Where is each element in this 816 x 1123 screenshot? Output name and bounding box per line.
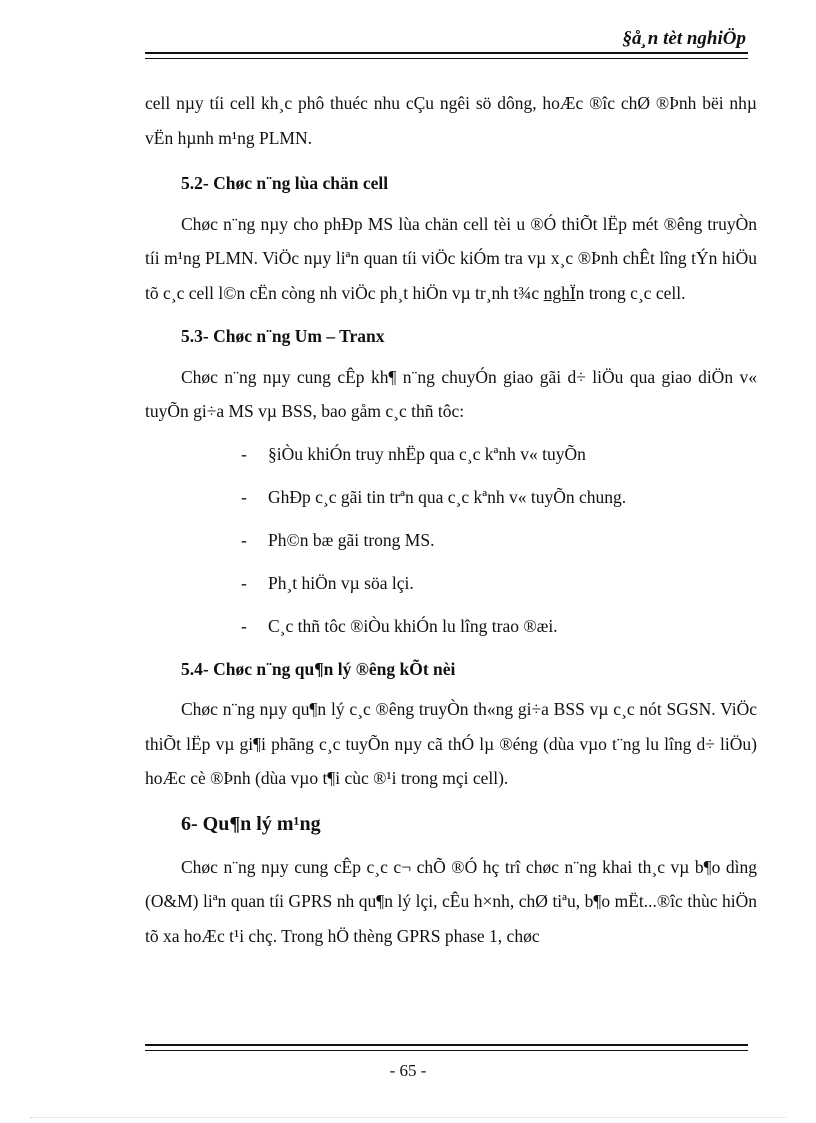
section-body-5-2-text: Chøc n¨ng nµy cho phÐp MS lùa chän cell tèi u ®Ó thiÕt lËp mét ®êng truyÒn tíi m¹ng PLMN. ViÖc nµy liªn quan tíi viÖc kiÓm tra vµ x¸c ®Þnh chÊt lîng tÝn hiÖu tõ c¸c cell l©n cËn còng nh viÖc ph¸t hiÖn vµ tr¸nh t¾c [145,213,757,303]
list-item: - C¸c thñ tôc ®iÒu khiÓn lu lîng trao ®æi. [241,605,757,648]
paragraph-continued: cell nµy tíi cell kh¸c phô thuéc nhu cÇu ngêi sö dông, hoÆc ®îc chØ ®Þnh bëi nhµ vËn hµnh m¹ng PLMN. [145,93,757,148]
list-item: - Ph©n bæ gãi trong MS. [241,519,757,562]
list-item: - Ph¸t hiÖn vµ söa lçi. [241,562,757,605]
list-item: - GhÐp c¸c gãi tin trªn qua c¸c kªnh v« tuyÕn chung. [241,476,757,519]
section-heading-5-3: 5.3- Chøc n¨ng Um – Tranx [181,326,385,346]
page-body [145,86,757,953]
running-header-title: §å¸n tèt nghiÖp [622,28,746,49]
list-item: - §iÒu khiÓn truy nhËp qua c¸c kªnh v« tuyÕn [241,433,757,476]
section-heading-5-2: 5.2- Chøc n¨ng lùa chän cell [181,173,389,193]
section-heading-6: 6- Qu¶n lý m¹ng [181,812,321,835]
section-body-6: Chøc n¨ng nµy cung cÊp c¸c c¬ chÕ ®Ó hç trî chøc n¨ng khai th¸c vµ b¶o dìng (O&M) liªn quan tíi GPRS nh qu¶n lý lçi, cÊu h×nh, chØ tiªu, b¶o mËt...®îc thùc hiÖn tõ xa hoÆc t¹i chç. Trong hÖ thèng GPRS phase 1, chøc [145,856,757,946]
section-heading-5-4: 5.4- Chøc n¨ng qu¶n lý ®êng kÕt nèi [181,658,456,679]
section-body-5-2 [145,207,757,311]
header-rule-top [145,52,748,54]
procedure-list [145,433,757,648]
footer-rule-bottom [145,1050,748,1051]
section-body-5-4: Chøc n¨ng nµy qu¶n lý c¸c ®êng truyÒn th«ng gi÷a BSS vµ c¸c nót SGSN. ViÖc thiÕt lËp vµ gi¶i phãng c¸c tuyÕn nµy cã thÓ lµ ®éng (dùa vµo t¨ng lu lîng d÷ liÖu) hoÆc cè ®Þnh (dùa vµo t¶i cùc ®¹i trong mçi cell). [145,699,757,788]
section-body-5-3: Chøc n¨ng nµy cung cÊp kh¶ n¨ng chuyÓn giao gãi d÷ liÖu qua giao diÖn v« tuyÕn gi÷a MS vµ BSS, bao gåm c¸c thñ tôc: [145,366,757,421]
header-rule-bottom [145,58,748,59]
page-edge-dotted-line [30,1117,786,1118]
footer-rule-top [145,1044,748,1046]
underlined-fragment-2: Ï [569,282,576,303]
page-number: - 65 - [389,1061,427,1080]
underlined-fragment: ngh [543,282,570,303]
section-body-5-2-end: n trong c¸c cell. [575,282,686,303]
